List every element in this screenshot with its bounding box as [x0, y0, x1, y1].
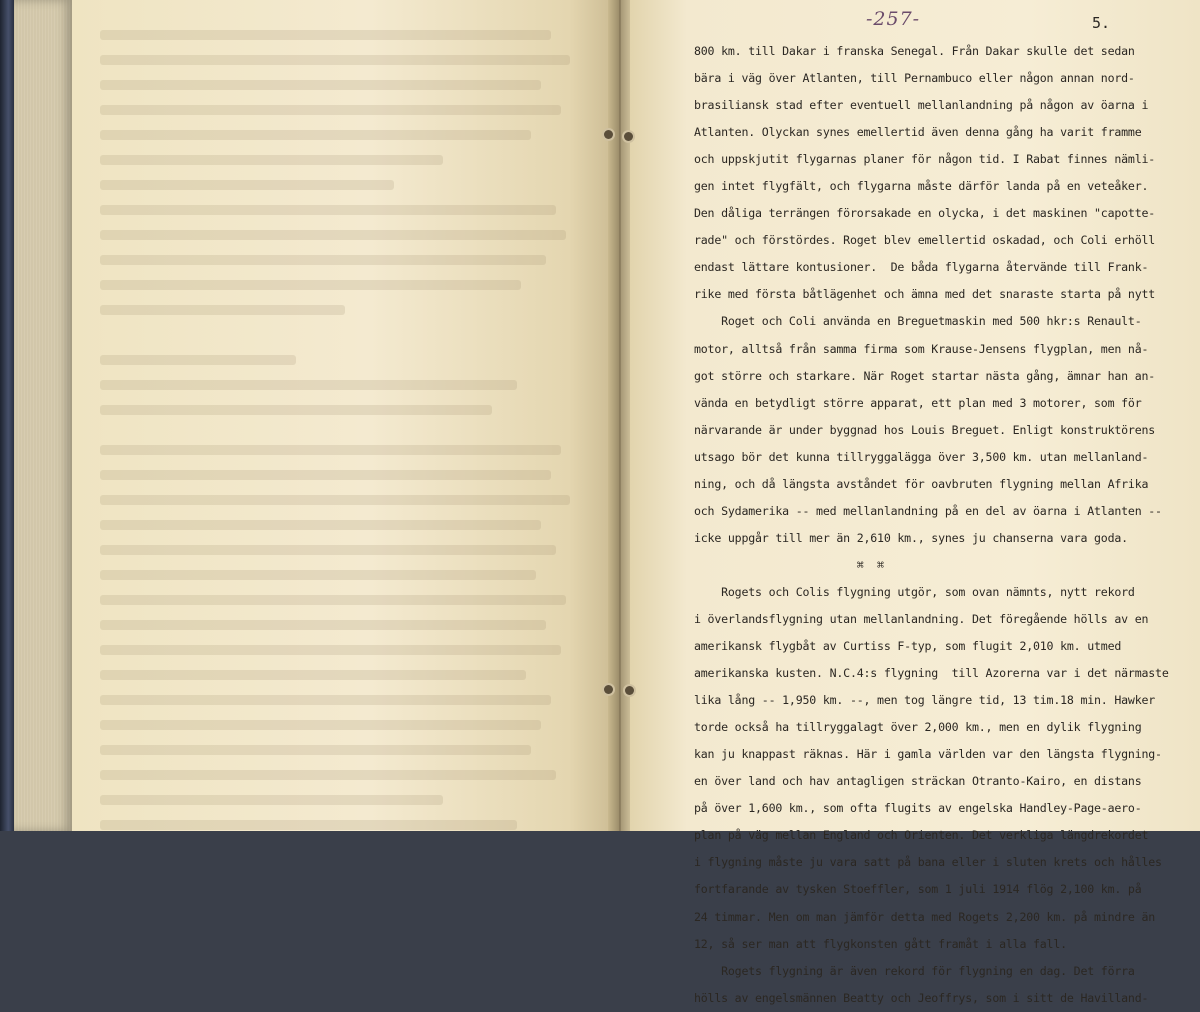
- typewritten-text: [694, 38, 1169, 1012]
- section-divider: ⌘ ⌘: [694, 557, 884, 572]
- text-line: brasiliansk stad efter eventuell mellanlandning på någon av öarna i: [694, 98, 1149, 113]
- bleed-line: [100, 355, 296, 365]
- text-line: Atlanten. Olyckan synes emellertid även denna gång ha varit framme: [694, 125, 1142, 140]
- text-line: amerikansk flygbåt av Curtiss F-typ, som flugit 2,010 km. utmed: [694, 639, 1122, 654]
- text-line: 12, så ser man att flygkonsten gått framåt i alla fall.: [694, 936, 1067, 951]
- bleed-line: [100, 645, 561, 655]
- bleed-line: [100, 570, 536, 580]
- bleed-line: [100, 255, 546, 265]
- bleed-line: [100, 180, 394, 190]
- text-line: got större och starkare. När Roget startar nästa gång, ämnar han an-: [694, 368, 1156, 383]
- text-line: ning, och då längsta avståndet för oavbruten flygning mellan Afrika: [694, 476, 1149, 491]
- text-line: rade" och förstördes. Roget blev emellertid oskadad, och Coli erhöll: [694, 233, 1156, 248]
- bleed-line: [100, 205, 556, 215]
- text-line: närvarande är under byggnad hos Louis Breguet. Enligt konstruktörens: [694, 422, 1156, 437]
- bleed-line: [100, 105, 561, 115]
- bleed-line: [100, 745, 531, 755]
- book-gutter: [608, 0, 632, 831]
- bleed-line: [100, 520, 541, 530]
- text-line: Rogets flygning är även rekord för flygning en dag. Det förra: [694, 963, 1135, 978]
- bleed-line: [100, 305, 345, 315]
- text-line: 800 km. till Dakar i franska Senegal. Från Dakar skulle det sedan: [694, 44, 1135, 58]
- bleed-line: [100, 545, 556, 555]
- bleed-line: [100, 155, 443, 165]
- bleed-line: [100, 130, 531, 140]
- handwritten-page-number: -257-: [866, 8, 921, 30]
- text-line: amerikanska kusten. N.C.4:s flygning till Azorerna var i det närmaste: [694, 666, 1169, 681]
- text-line: på över 1,600 km., som ofta flugits av engelska Handley-Page-aero-: [694, 801, 1142, 816]
- bleed-line: [100, 620, 546, 630]
- text-line: motor, alltså från samma firma som Krause-Jensens flygplan, men nå-: [694, 341, 1149, 356]
- bleed-line: [100, 670, 526, 680]
- text-line: utsago bör det kunna tillryggalägga över 3,500 km. utan mellanland-: [694, 449, 1149, 464]
- text-line: 24 timmar. Men om man jämför detta med Rogets 2,200 km. på mindre än: [694, 909, 1156, 924]
- page-edges: [14, 0, 72, 831]
- bleed-line: [100, 445, 561, 455]
- book-binding: [0, 0, 14, 831]
- text-line: icke uppgår till mer än 2,610 km., synes ju chanserna vara goda.: [694, 530, 1128, 545]
- bleed-line: [100, 80, 541, 90]
- text-line: torde också ha tillryggalagt över 2,000 km., men en dylik flygning: [694, 720, 1142, 735]
- bleed-line: [100, 380, 517, 390]
- bleed-line: [100, 230, 566, 240]
- text-line: hölls av engelsmännen Beatty och Jeoffrys, som i sitt de Havilland-: [694, 990, 1149, 1005]
- text-line: i flygning måste ju vara satt på bana eller i sluten krets och hålles: [694, 855, 1162, 870]
- bleed-line: [100, 770, 556, 780]
- text-line: bära i väg över Atlanten, till Pernambuco eller någon annan nord-: [694, 71, 1135, 86]
- text-line: Den dåliga terrängen förorsakade en olycka, i det maskinen "capotte-: [694, 206, 1156, 221]
- text-line: och Sydamerika -- med mellanlandning på en del av öarna i Atlanten --: [694, 503, 1162, 518]
- bleed-line: [100, 280, 521, 290]
- bleed-line: [100, 720, 541, 730]
- bleed-line: [100, 495, 570, 505]
- bleed-line: [100, 695, 551, 705]
- text-line: gen intet flygfält, och flygarna måste därför landa på en veteåker.: [694, 179, 1149, 194]
- bleed-line: [100, 30, 551, 40]
- text-line: och uppskjutit flygarnas planer för någon tid. I Rabat finnes nämli-: [694, 152, 1156, 167]
- bleed-line: [100, 795, 443, 805]
- text-line: kan ju knappast räknas. Här i gamla världen var den längsta flygning-: [694, 747, 1162, 762]
- left-page-bleed-through: [100, 30, 590, 845]
- text-line: lika lång -- 1,950 km. --, men tog längre tid, 13 tim.18 min. Hawker: [694, 693, 1156, 708]
- bleed-line: [100, 470, 551, 480]
- bleed-line: [100, 820, 517, 830]
- text-line: i överlandsflygning utan mellanlandning. Det föregående hölls av en: [694, 611, 1149, 626]
- text-line: en över land och hav antagligen sträckan Otranto-Kairo, en distans: [694, 774, 1142, 789]
- bleed-line: [100, 595, 566, 605]
- text-line: Rogets och Colis flygning utgör, som ovan nämnts, nytt rekord: [694, 584, 1135, 599]
- typed-page-number: 5.: [1092, 14, 1111, 32]
- text-line: rike med första båtlägenhet och ämna med det snaraste starta på nytt: [694, 287, 1156, 302]
- text-line: Roget och Coli använda en Breguetmaskin med 500 hkr:s Renault-: [694, 314, 1142, 329]
- bleed-line: [100, 405, 492, 415]
- text-line: plan på väg mellan England och Orienten. Det verkliga längdrekordet: [694, 828, 1149, 843]
- text-line: fortfarande av tysken Stoeffler, som 1 juli 1914 flög 2,100 km. på: [694, 882, 1142, 897]
- text-line: endast lättare kontusioner. De båda flygarna återvände till Frank-: [694, 260, 1149, 275]
- text-line: vända en betydligt större apparat, ett plan med 3 motorer, som för: [694, 395, 1142, 410]
- bleed-line: [100, 55, 570, 65]
